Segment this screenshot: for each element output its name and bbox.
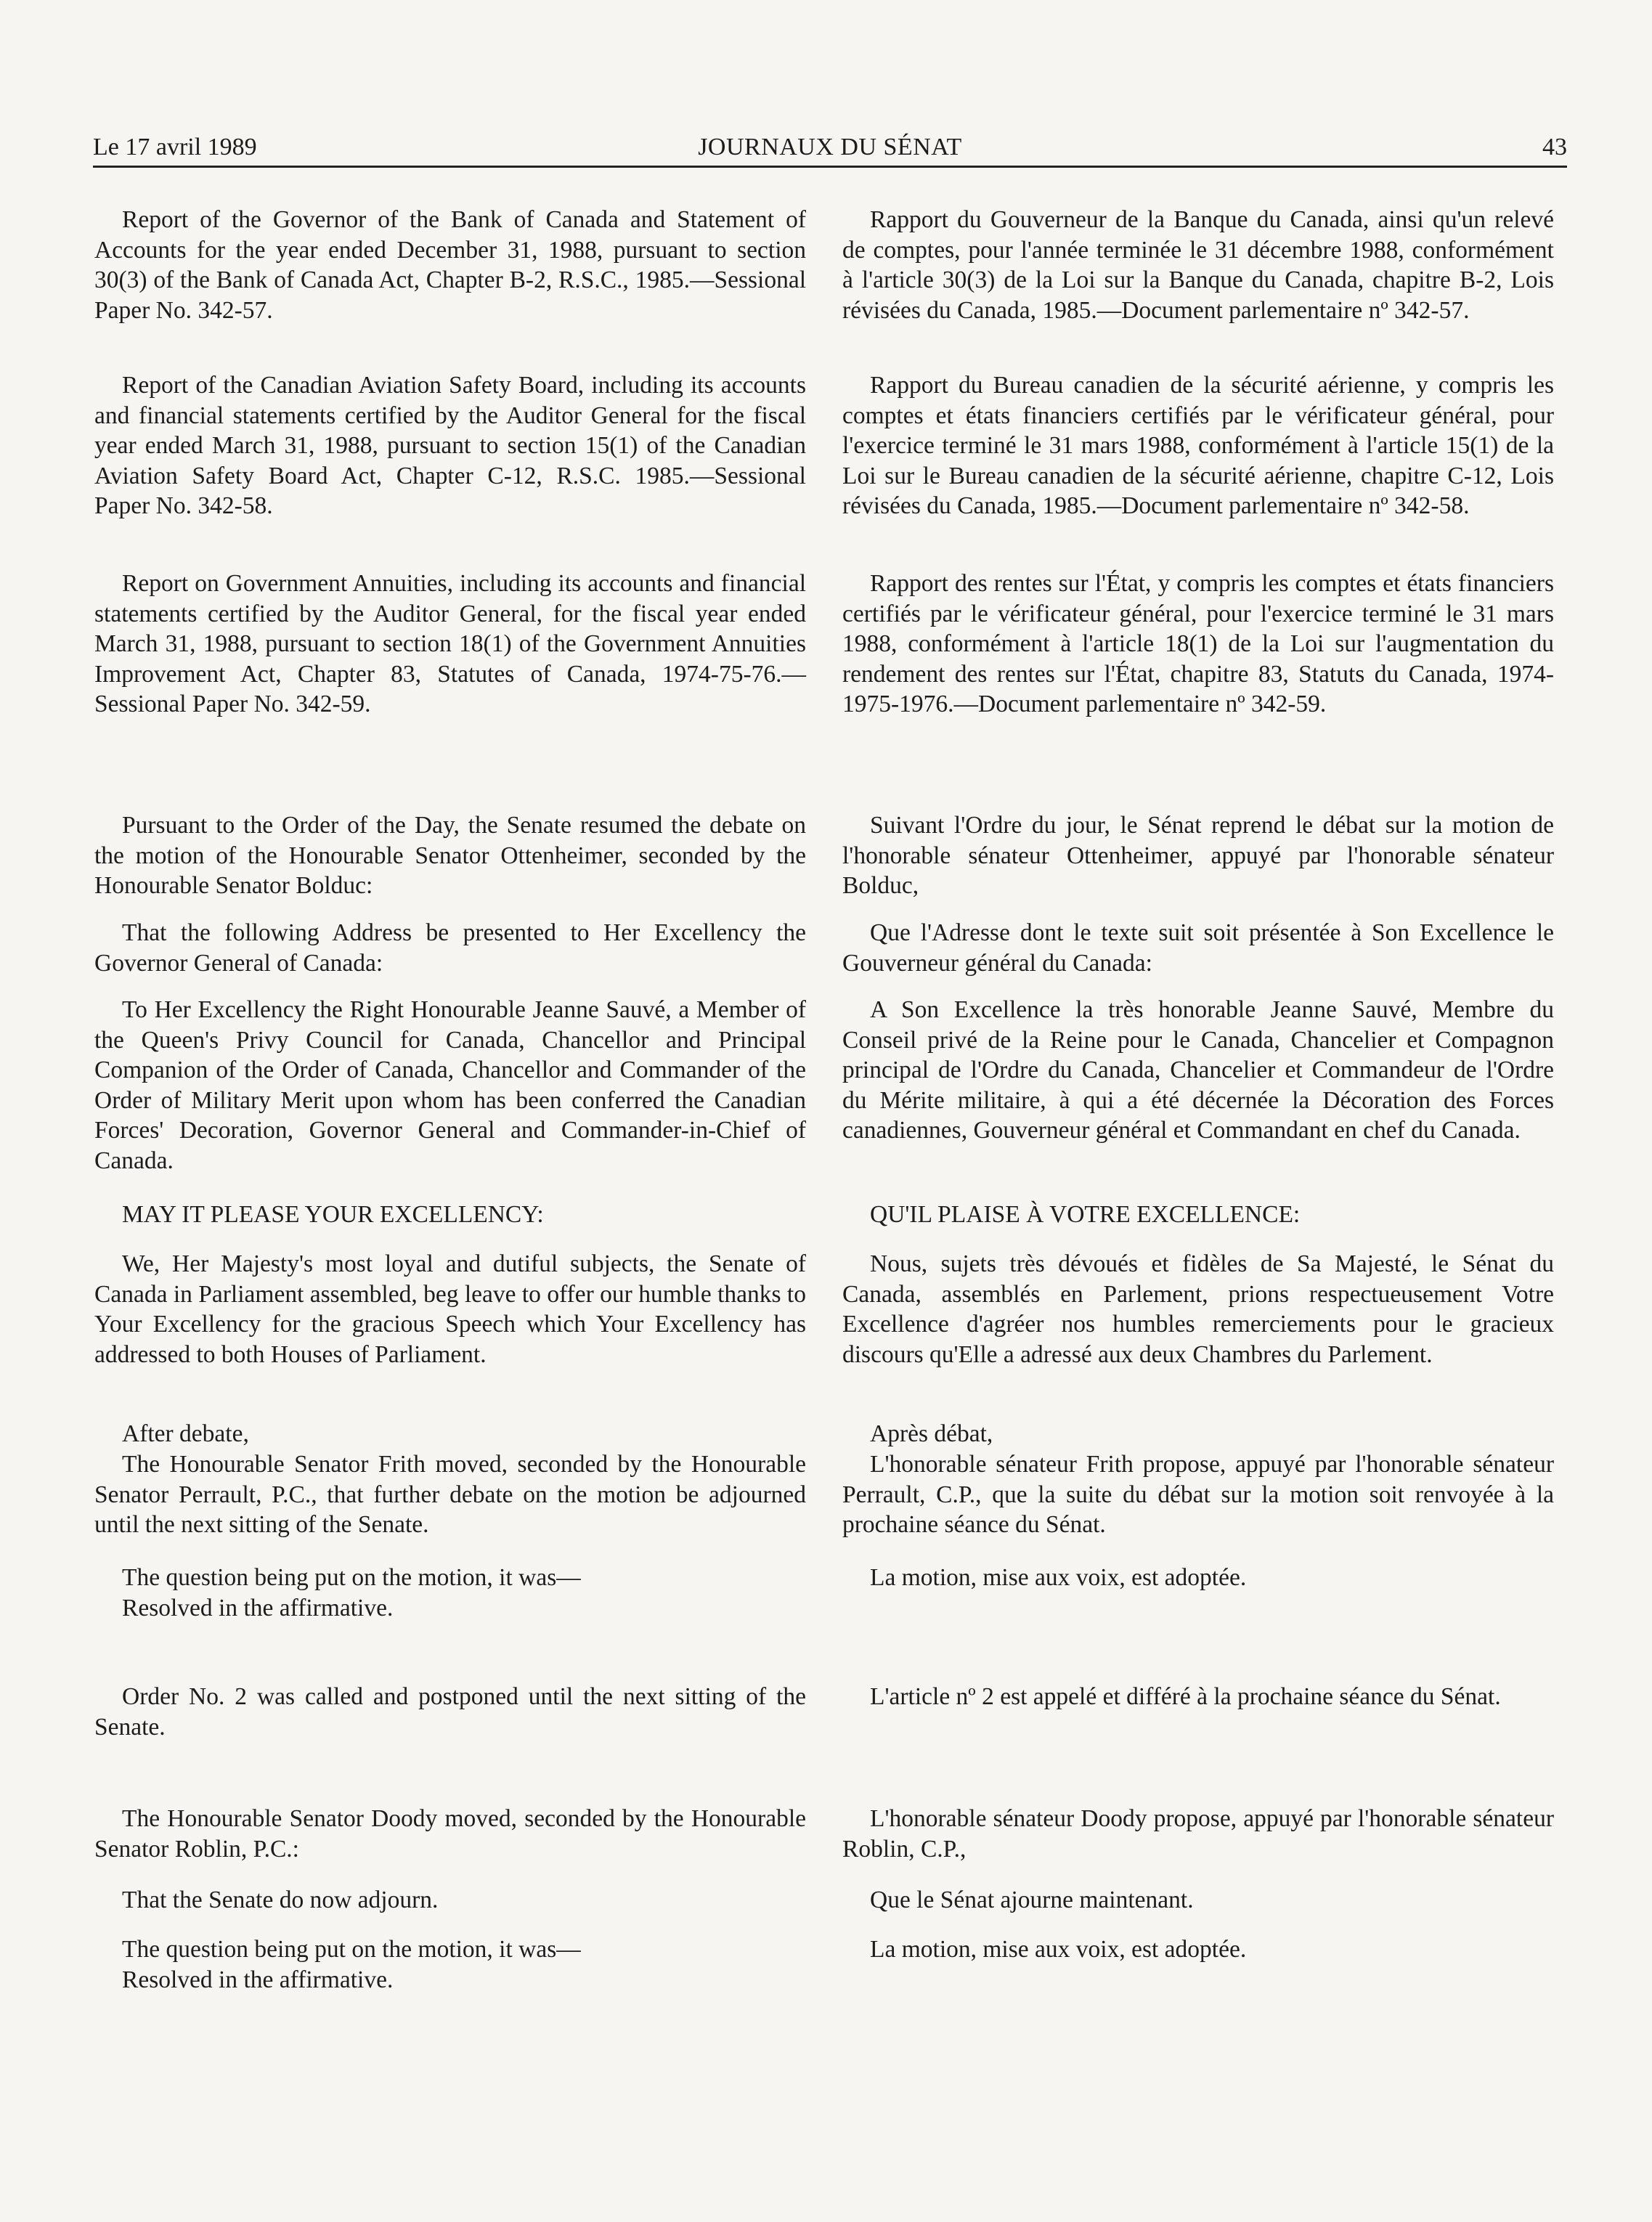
paragraph-fr-10: La motion, mise aux voix, est adoptée.	[870, 1564, 1247, 1591]
paragraph-fr-3: Rapport des rentes sur l'État, y compris les comptes et états financiers certifiés par le vérificateur général, pour l'exercice terminé le 31 mars 1988, conformément à l'article 18(1) de la Loi sur l'augmentation du rendement des rentes sur l'État, chapitre 83, Statuts du Canada, 1974-1975-1976.—Document parlementaire nº 342-59.	[842, 570, 1554, 717]
paragraph-en-7: MAY IT PLEASE YOUR EXCELLENCY:	[122, 1201, 544, 1228]
page-header	[93, 129, 1567, 166]
paragraph-en-12: The Honourable Senator Doody moved, seconded by the Honourable Senator Roblin, P.C.:	[94, 1805, 806, 1863]
header-date: Le 17 avril 1989	[93, 134, 257, 160]
paragraph-en-14b: Resolved in the affirmative.	[122, 1966, 394, 1993]
paragraph-en-3: Report on Government Annuities, including its accounts and financial statements certified by the Auditor General, for the fiscal year ended March 31, 1988, pursuant to section 18(1) of the Government Annuities Improvement Act, Chapter 83, Statutes of Canada, 1974-75-76.—Sessional Paper No. 342-59.	[94, 570, 806, 717]
paragraph-en-4: Pursuant to the Order of the Day, the Senate resumed the debate on the motion of the Honourable Senator Ottenheimer, seconded by the Honourable Senator Bolduc:	[94, 812, 806, 899]
paragraph-fr-7: QU'IL PLAISE À VOTRE EXCELLENCE:	[870, 1201, 1301, 1228]
paragraph-fr-8: Nous, sujets très dévoués et fidèles de Sa Majesté, le Sénat du Canada, assemblés en Parlement, prions respectueusement Votre Excellence d'agréer nos humbles remerciements pour le gracieux discours qu'Elle a adressé aux deux Chambres du Parlement.	[842, 1250, 1554, 1368]
paragraph-en-10b: Resolved in the affirmative.	[122, 1595, 394, 1621]
paragraph-en-11: Order No. 2 was called and postponed until the next sitting of the Senate.	[94, 1683, 806, 1741]
paragraph-en-1: Report of the Governor of the Bank of Canada and Statement of Accounts for the year ended December 31, 1988, pursuant to section 30(3) of the Bank of Canada Act, Chapter B-2, R.S.C., 1985.—Sessional Paper No. 342-57.	[94, 206, 806, 324]
header-rule	[93, 166, 1567, 168]
paragraph-fr-2: Rapport du Bureau canadien de la sécurité aérienne, y compris les comptes et états financiers certifiés par le vérificateur général, pour l'exercice terminé le 31 mars 1988, conformément à l'article 15(1) de la Loi sur le Bureau canadien de la sécurité aérienne, chapitre C-12, Lois révisées du Canada, 1985.—Document parlementaire nº 342-58.	[842, 372, 1554, 519]
paragraph-fr-12: L'honorable sénateur Doody propose, appuyé par l'honorable sénateur Roblin, C.P.,	[842, 1805, 1554, 1863]
paragraph-en-6: To Her Excellency the Right Honourable Jeanne Sauvé, a Member of the Queen's Privy Council for Canada, Chancellor and Principal Companion of the Order of Canada, Chancellor and Commander of the Order of Military Merit upon whom has been conferred the Canadian Forces' Decoration, Governor General and Commander-in-Chief of Canada.	[94, 996, 806, 1174]
paragraph-en-13: That the Senate do now adjourn.	[122, 1887, 439, 1913]
paragraph-fr-5: Que l'Adresse dont le texte suit soit présentée à Son Excellence le Gouverneur général du Canada:	[842, 919, 1554, 977]
header-title: JOURNAUX DU SÉNAT	[698, 134, 962, 160]
paragraph-en-14a: The question being put on the motion, it was—	[122, 1936, 581, 1963]
paragraph-fr-11: L'article nº 2 est appelé et différé à la prochaine séance du Sénat.	[870, 1683, 1501, 1710]
page-number: 43	[1542, 134, 1567, 160]
paragraph-fr-6: A Son Excellence la très honorable Jeanne Sauvé, Membre du Conseil privé de la Reine pour le Canada, Chancelier et Compagnon principal de l'Ordre du Canada, Chancelier et Commandeur de l'Ordre du Mérite militaire, à qui a été décernée la Décoration des Forces canadiennes, Gouverneur général et Commandant en chef du Canada.	[842, 996, 1554, 1144]
paragraph-fr-9b: L'honorable sénateur Frith propose, appuyé par l'honorable sénateur Perrault, C.P., que la suite du débat sur la motion soit renvoyée à la prochaine séance du Sénat.	[842, 1451, 1554, 1538]
paragraph-en-9a: After debate,	[122, 1420, 249, 1447]
paragraph-fr-14: La motion, mise aux voix, est adoptée.	[870, 1936, 1247, 1963]
paragraph-en-8: We, Her Majesty's most loyal and dutiful subjects, the Senate of Canada in Parliament assembled, beg leave to offer our humble thanks to Your Excellency for the gracious Speech which Your Excellency has addressed to both Houses of Parliament.	[94, 1250, 806, 1368]
paragraph-en-5: That the following Address be presented to Her Excellency the Governor General of Canada:	[94, 919, 806, 977]
paragraph-fr-9a: Après débat,	[870, 1420, 993, 1447]
paragraph-fr-13: Que le Sénat ajourne maintenant.	[870, 1887, 1194, 1913]
paragraph-fr-1: Rapport du Gouverneur de la Banque du Canada, ainsi qu'un relevé de comptes, pour l'année terminée le 31 décembre 1988, conformément à l'article 30(3) de la Loi sur la Banque du Canada, chapitre B-2, Lois révisées du Canada, 1985.—Document parlementaire nº 342-57.	[842, 206, 1554, 324]
paragraph-fr-4: Suivant l'Ordre du jour, le Sénat reprend le débat sur la motion de l'honorable sénateur Ottenheimer, appuyé par l'honorable sénateur Bolduc,	[842, 812, 1554, 899]
paragraph-en-2: Report of the Canadian Aviation Safety Board, including its accounts and financial statements certified by the Auditor General for the fiscal year ended March 31, 1988, pursuant to section 15(1) of the Canadian Aviation Safety Board Act, Chapter C-12, R.S.C. 1985.—Sessional Paper No. 342-58.	[94, 372, 806, 519]
paragraph-en-9b: The Honourable Senator Frith moved, seconded by the Honourable Senator Perrault, P.C., that further debate on the motion be adjourned until the next sitting of the Senate.	[94, 1451, 806, 1538]
paragraph-en-10a: The question being put on the motion, it was—	[122, 1564, 581, 1591]
